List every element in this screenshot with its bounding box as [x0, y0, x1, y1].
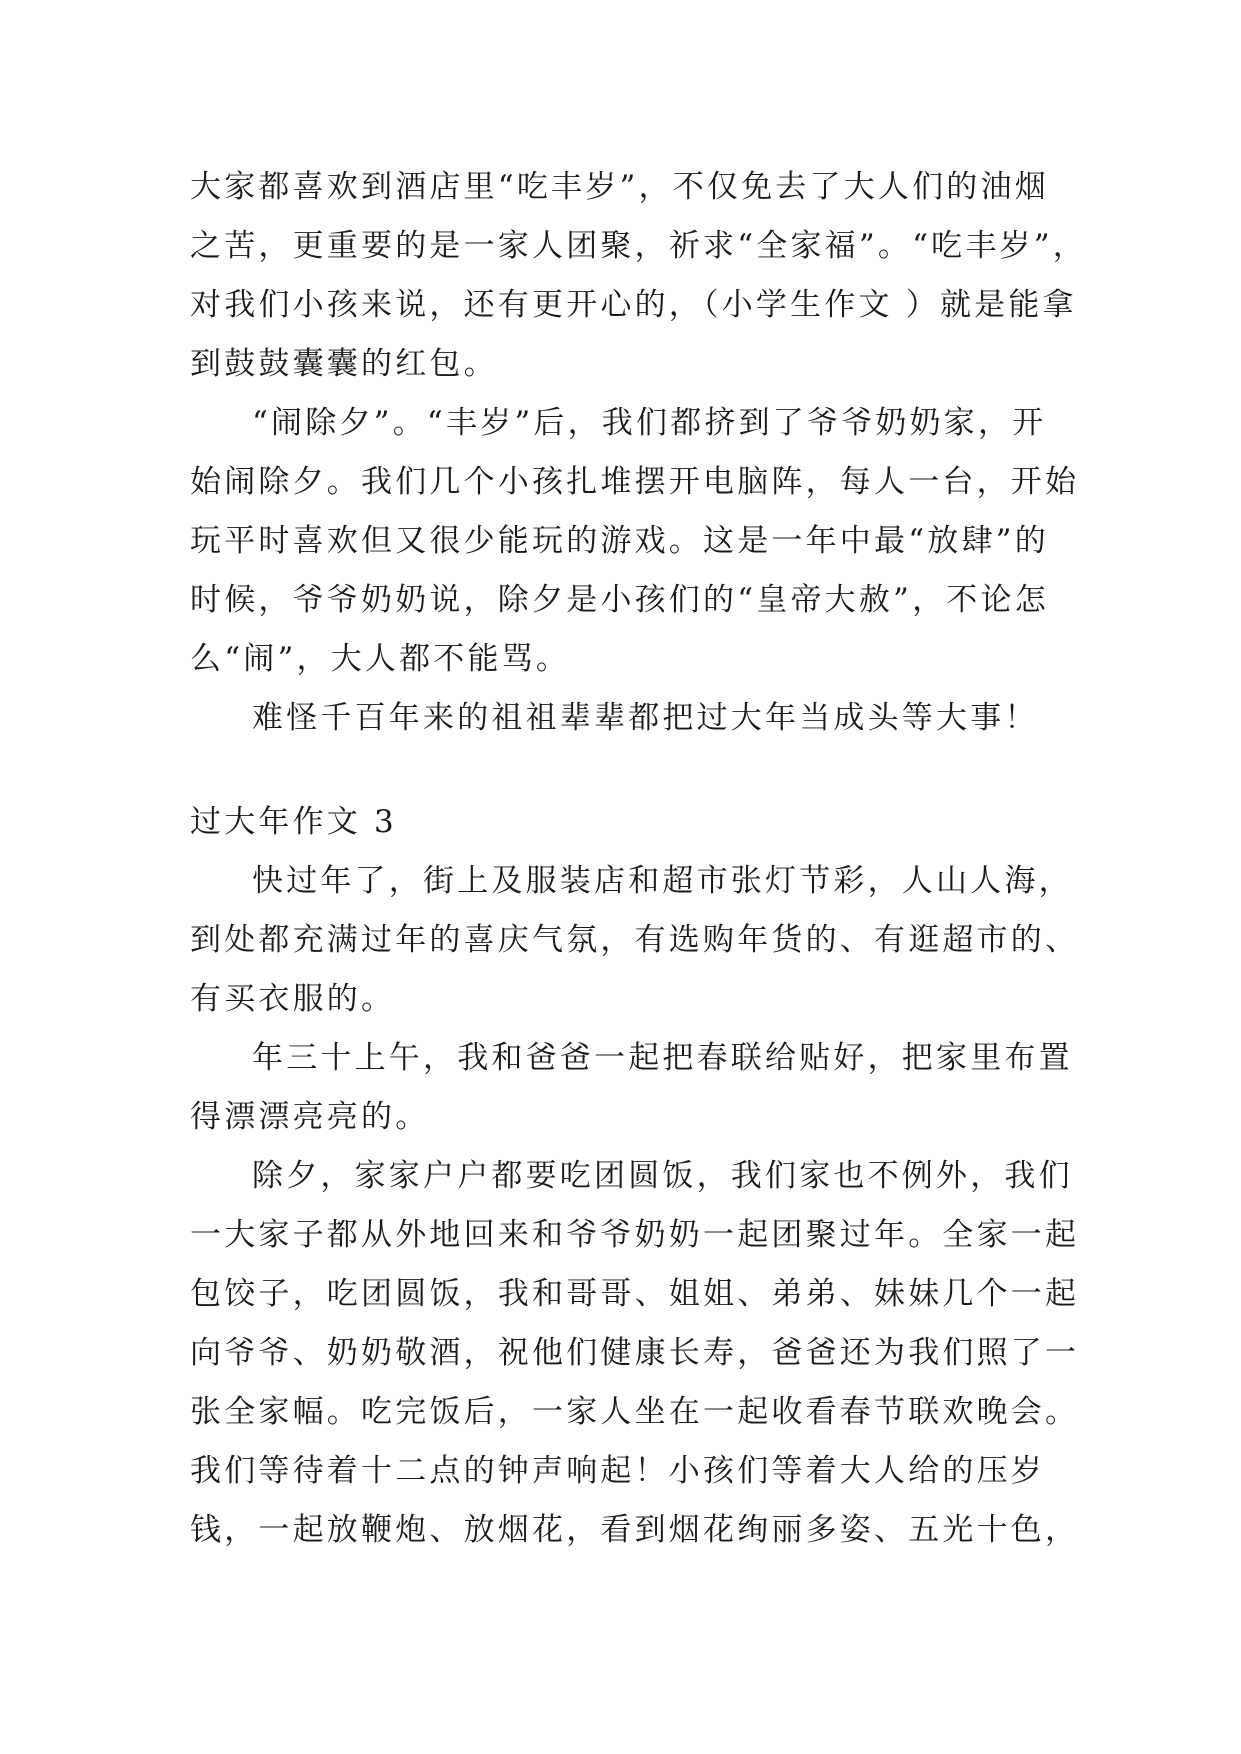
paragraph-line: 到鼓鼓囊囊的红包。 — [190, 346, 498, 382]
paragraph-line: 始闹除夕。我们几个小孩扎堆摆开电脑阵，每人一台，开始 — [190, 464, 1080, 500]
paragraph-line: 难怪千百年来的祖祖辈辈都把过大年当成头等大事！ — [252, 700, 1039, 736]
paragraph-line: 玩平时喜欢但又很少能玩的游戏。这是一年中最“放肆”的 — [190, 523, 1049, 559]
paragraph-line: 我们等待着十二点的钟声响起！小孩们等着大人给的压岁 — [190, 1453, 1045, 1489]
paragraph-line: 一大家子都从外地回来和爷爷奶奶一起团聚过年。全家一起 — [190, 1217, 1080, 1253]
paragraph-line: 时候，爷爷奶奶说，除夕是小孩们的“皇帝大赦”，不论怎 — [190, 582, 1049, 618]
paragraph-line: 之苦，更重要的是一家人团聚，祈求“全家福”。“吃丰岁”， — [190, 228, 1087, 264]
paragraph-line: 除夕，家家户户都要吃团圆饭，我们家也不例外，我们 — [252, 1158, 1073, 1194]
paragraph-line: 向爷爷、奶奶敬酒，祝他们健康长寿，爸爸还为我们照了一 — [190, 1335, 1080, 1371]
paragraph-line: 有买衣服的。 — [190, 981, 396, 1017]
paragraph-line: 包饺子，吃团圆饭，我和哥哥、姐姐、弟弟、妹妹几个一起 — [190, 1276, 1080, 1312]
paragraph-line: 钱，一起放鞭炮、放烟花，看到烟花绚丽多姿、五光十色， — [190, 1512, 1080, 1548]
paragraph-line: 到处都充满过年的喜庆气氛，有选购年货的、有逛超市的、 — [190, 922, 1080, 958]
section-1-body — [190, 158, 1087, 748]
section-2-body — [190, 852, 1080, 1560]
section-heading: 过大年作文 3 — [190, 804, 397, 840]
paragraph-line: 么“闹”，大人都不能骂。 — [190, 641, 571, 677]
paragraph-line: “闹除夕”。“丰岁”后，我们都挤到了爷爷奶奶家，开 — [252, 405, 1047, 441]
paragraph-line: 年三十上午，我和爸爸一起把春联给贴好，把家里布置 — [252, 1040, 1073, 1076]
paragraph-line: 张全家幅。吃完饭后，一家人坐在一起收看春节联欢晚会。 — [190, 1394, 1080, 1430]
paragraph-line: 快过年了，街上及服装店和超市张灯节彩，人山人海， — [252, 863, 1073, 899]
paragraph-line: 对我们小孩来说，还有更开心的，（小学生作文 ）就是能拿 — [190, 287, 1077, 323]
paragraph-line: 得漂漂亮亮的。 — [190, 1099, 430, 1135]
section-2-heading-block — [190, 793, 1070, 852]
paragraph-line: 大家都喜欢到酒店里“吃丰岁”，不仅免去了大人们的油烟 — [190, 169, 1049, 205]
